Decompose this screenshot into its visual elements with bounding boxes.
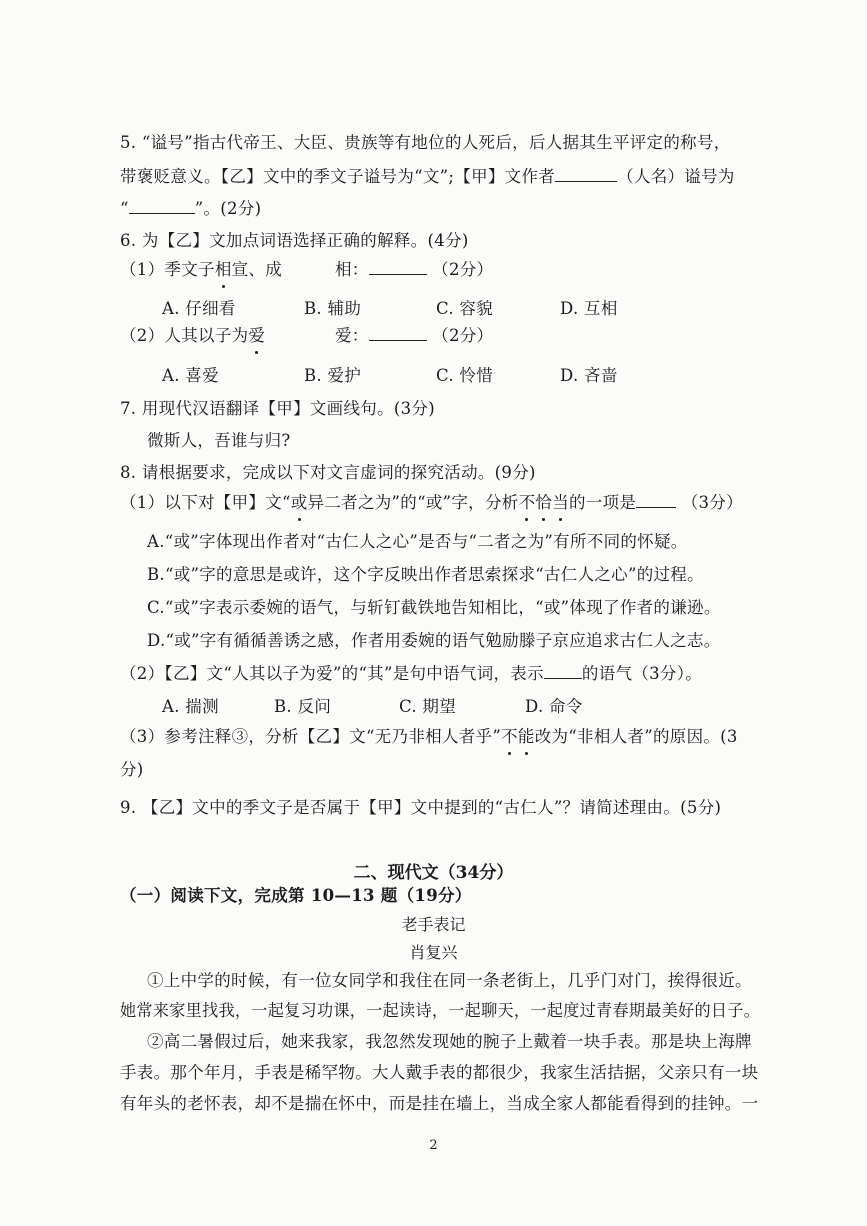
q8-subquestion-3 [120, 725, 738, 749]
q6-s1-text: （1）季文子 [120, 260, 215, 279]
q8-s2-text-3: 的语气（3分）。 [581, 664, 703, 683]
q6-heading: 6. 为【乙】文加点词语选择正确的解释。(4分) [120, 231, 469, 250]
q6-s1-answer [335, 258, 493, 282]
q8-s1-text: （1）以下对【甲】文“ [120, 493, 291, 512]
q6-s2-answer [335, 324, 493, 348]
q6-s1-word: 相： [335, 260, 369, 279]
page-number: 2 [429, 1138, 438, 1153]
q6-s1-option-b[interactable]: B. 辅助 [304, 299, 362, 318]
dotted-char: 不 [501, 725, 518, 749]
q5-line3 [120, 197, 261, 221]
q6-s2-option-c[interactable]: C. 怜惜 [436, 366, 494, 385]
q8-s2-text-2: 以子为爱”的“其”是句中语气词，表示 [265, 664, 544, 683]
q6-s1-option-a[interactable]: A. 仔细看 [162, 299, 236, 318]
q8-s2-option-b[interactable]: B. 反问 [274, 697, 332, 716]
paragraph-2-line-1: ②高二暑假过后，她来我家，我忽然发现她的腕子上戴着一块手表。那是块上海牌 [147, 1032, 752, 1051]
q5-line2 [120, 165, 735, 189]
q8-s2-option-d[interactable]: D. 命令 [525, 697, 583, 716]
q8-s1-option-a[interactable]: A.“或”字体现出作者对“古仁人之心”是否与“二者之为”有所不同的怀疑。 [147, 532, 688, 551]
q8-s3-line2: 分) [120, 760, 144, 779]
answer-blank-author[interactable] [555, 167, 617, 182]
section-title: 二、现代文（34分） [353, 863, 514, 883]
q8-s1-text-3: 的一项是 [569, 493, 637, 512]
q6-s1-score: （2分） [432, 260, 494, 279]
q8-s1-option-d[interactable]: D.“或”字有循循善诱之感，作者用委婉的语气勉励滕子京应追求古仁人之志。 [147, 631, 721, 650]
q8-subquestion-2 [120, 662, 702, 686]
q6-subquestion-1 [120, 258, 282, 282]
q6-s1-option-d[interactable]: D. 互相 [560, 299, 618, 318]
q6-s2-text: （2）人其以子为 [120, 326, 249, 345]
section-subtitle: （一）阅读下文，完成第 10—13 题（19分） [120, 886, 472, 905]
answer-blank-q8-1[interactable] [636, 493, 676, 508]
paragraph-2-line-2: 手表。那个年月，手表是稀罕物。大人戴手表的都很少，我家生活拮据，父亲只有一块 [120, 1063, 759, 1082]
q8-s2-option-c[interactable]: C. 期望 [399, 697, 457, 716]
dotted-char: 其 [248, 664, 266, 683]
q6-s2-score: （2分） [432, 326, 494, 345]
q8-s3-text: （3）参考注释③，分析【乙】文“无乃非相人者乎” [120, 727, 502, 746]
q8-subquestion-1 [120, 491, 743, 515]
answer-blank-q6-2[interactable] [369, 326, 427, 341]
paragraph-1-line-1: ①上中学的时候，有一位女同学和我住在同一条老街上，几乎门对门，挨得很近。 [147, 971, 752, 990]
q6-s1-text-2: 宣、成 [231, 260, 283, 279]
q6-subquestion-2 [120, 324, 265, 348]
paragraph-1-line-2: 她常来家里找我，一起复习功课，一起读诗，一起聊天，一起度过青春期最美好的日子。 [120, 1001, 761, 1020]
article-author: 肖复兴 [409, 943, 458, 962]
q5-text: 带褒贬意义。【乙】文中的季文子谥号为“文”;【甲】文作者 [120, 167, 556, 186]
dotted-char: 恰 [535, 491, 552, 515]
dotted-char: 爱 [248, 324, 265, 348]
dotted-char: 相 [215, 258, 232, 282]
answer-blank-posthumous-name[interactable] [129, 199, 195, 214]
q6-s2-word: 爱： [335, 326, 369, 345]
q8-s2-text: （2）【乙】文“人 [120, 664, 249, 683]
q5-line1: 5. “谥号”指古代帝王、大臣、贵族等有地位的人死后，后人据其生平评定的称号， [120, 133, 731, 152]
article-title: 老手表记 [401, 915, 466, 934]
q8-s1-option-b[interactable]: B.“或”字的意思是或许，这个字反映出作者思索探求“古仁人之心”的过程。 [147, 565, 704, 584]
answer-blank-q8-2[interactable] [544, 664, 582, 679]
q8-s1-score: （3分） [681, 493, 743, 512]
q6-s2-option-a[interactable]: A. 喜爱 [162, 366, 219, 385]
q8-s1-option-c[interactable]: C.“或”字表示委婉的语气，与斩钉截铁地告知相比，“或”体现了作者的谦逊。 [147, 598, 721, 617]
dotted-char: 能 [518, 725, 535, 749]
q7-sentence: 微斯人，吾谁与归? [147, 431, 291, 450]
dotted-char: 当 [552, 491, 569, 515]
q8-heading: 8. 请根据要求，完成以下对文言虚词的探究活动。(9分) [120, 463, 536, 482]
q8-s1-text-2: 异二者之为”的“或”字，分析 [307, 493, 519, 512]
quote-open: “ [120, 199, 129, 218]
q6-s2-option-b[interactable]: B. 爱护 [304, 366, 362, 385]
q6-s1-option-c[interactable]: C. 容貌 [436, 299, 494, 318]
q8-s3-text-2: 改为“非相人者”的原因。(3 [534, 727, 738, 746]
dotted-char: 不 [519, 491, 536, 515]
q5-score: ”。(2分) [194, 199, 262, 218]
q5-text-2: （人名）谥号为 [617, 167, 735, 186]
paragraph-2-line-3: 有年头的老怀表，却不是揣在怀中，而是挂在墙上，当成全家人都能看得到的挂钟。一 [120, 1094, 759, 1113]
q9-text: 9. 【乙】文中的季文子是否属于【甲】文中提到的“古仁人”？请简述理由。(5分) [120, 798, 722, 817]
q6-s2-option-d[interactable]: D. 吝啬 [560, 366, 618, 385]
answer-blank-q6-1[interactable] [369, 260, 427, 275]
q8-s2-option-a[interactable]: A. 揣测 [162, 697, 219, 716]
dotted-char: 或 [291, 491, 308, 515]
q7-heading: 7. 用现代汉语翻译【甲】文画线句。(3分) [120, 399, 435, 418]
